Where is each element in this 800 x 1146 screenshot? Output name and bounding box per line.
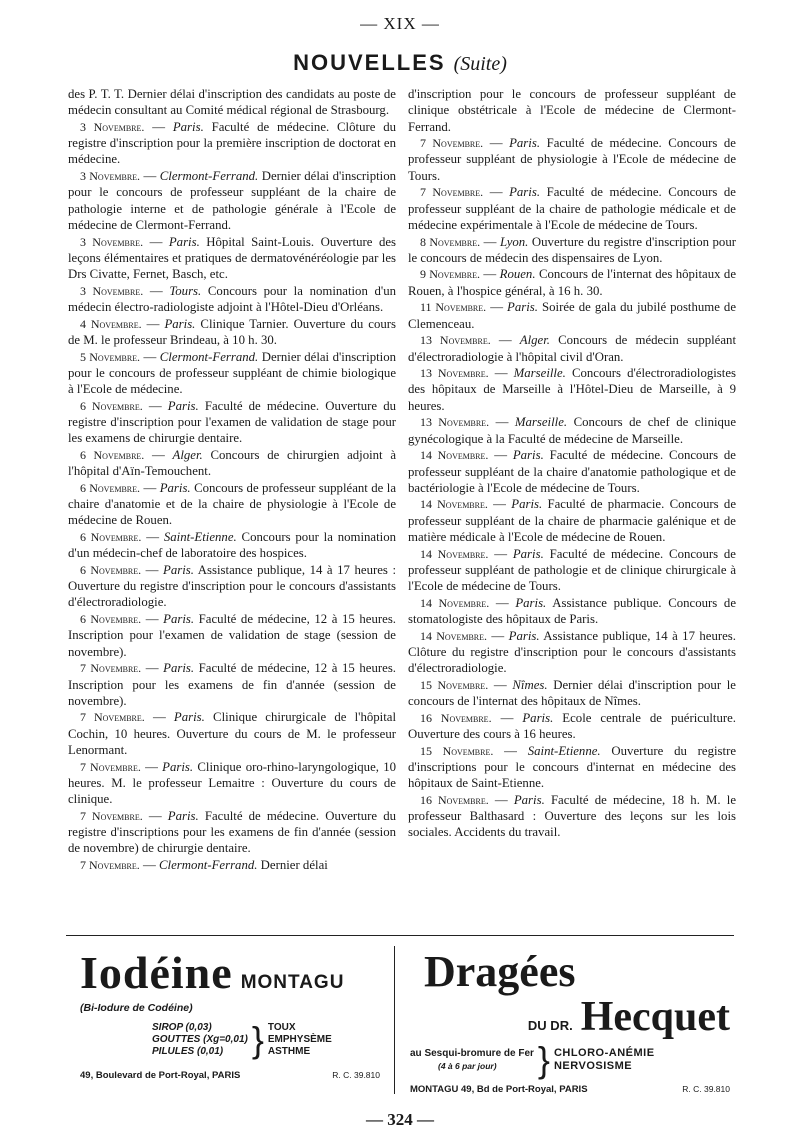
iodeine-footer [80, 1070, 380, 1081]
news-entry: 7 Novembre. — Paris. Clinique oro-rhino-laryngologique, 10 heures. M. le professeur Lemaitre : Ouverture du cours de clinique. [68, 759, 397, 807]
news-entry: 7 Novembre. — Paris. Faculté de médecine, 12 à 15 heures. Inscription pour les examens de fin d'année (session de novembre). [68, 661, 397, 708]
entry-date: 9 Novembre. [420, 267, 480, 282]
entry-place: Paris. [509, 185, 541, 200]
entry-text: Faculté de pharmacie. Concours de professeur suppléant de la chaire de pharmacie galénique et de matière médicale à l'Ecole de médecine de Rouen. [408, 497, 736, 544]
entry-place: Tours. [169, 283, 202, 298]
entry-date: 6 Novembre. [80, 612, 142, 627]
entry-place: Nîmes. [512, 677, 548, 692]
entry-text: Clinique chirurgicale de l'hôpital Cochin, 10 heures. Ouverture du cours de M. le professeur Lenormant. [68, 710, 397, 758]
entry-date: 16 Novembre. [420, 792, 489, 807]
dragees-info [410, 1039, 730, 1080]
entry-date: 6 Novembre. [80, 398, 143, 413]
entry-place: Paris. [167, 808, 199, 823]
news-entry: 5 Novembre. — Clermont-Ferrand. Dernier délai d'inscription pour le concours de professeur suppléant de chimie biologique à l'Ecole de médecine. [68, 349, 397, 397]
entry-place: Paris. [172, 119, 204, 134]
dragees-indications [554, 1047, 655, 1073]
entry-text: d'inscription pour le concours de professeur suppléant de clinique obstétricale à l'Ecole de médecine de Clermont-Ferrand. [408, 87, 736, 134]
entry-date: 15 Novembre. [420, 743, 494, 758]
entry-text: Dernier délai d'inscription pour le concours de professeur suppléant de chimie biologique à l'Ecole de médecine. [68, 349, 397, 397]
iodeine-forms [152, 1019, 380, 1060]
page-number: — 324 — [366, 1110, 434, 1129]
news-entry: 15 Novembre. — Saint-Etienne. Ouverture du registre d'inscriptions pour le concours d'internat en médecine des hôpitaux de Saint-Etienne. [408, 743, 737, 791]
dragees-dose: (4 à 6 par jour) [438, 1061, 497, 1071]
entry-text: Concours de médecin suppléant d'électroradiologie à l'hôpital civil d'Oran. [408, 333, 736, 364]
entry-date: 14 Novembre. [420, 448, 489, 463]
entry-place: Paris. [512, 546, 544, 561]
entry-text: des P. T. T. Dernier délai d'inscription des candidats au poste de médecin consultant au Comité médical régional de Strasbourg. [68, 87, 396, 118]
entry-date: 3 Novembre. [80, 119, 145, 134]
entry-place: Saint-Etienne. [163, 529, 237, 544]
entry-date: 6 Novembre. [80, 447, 145, 462]
news-entry: 14 Novembre. — Paris. Faculté de médecine. Concours de professeur suppléant de la chaire d'anatomie pathologique et de bactériologie à l'Ecole de médecine de Tours. [408, 448, 736, 495]
entry-date: 14 Novembre. [420, 546, 489, 561]
dragees-footer [410, 1084, 730, 1095]
entry-date: 5 Novembre. [80, 349, 141, 364]
brace-glyph: } [251, 1019, 264, 1060]
entry-text: Faculté de médecine. Ouverture du registre d'inscriptions pour les examens de fin d'année (session de novembre) de chirurgie dentaire. [68, 808, 397, 856]
news-entry: 3 Novembre. — Tours. Concours pour la nomination d'un médecin électro-radiologiste adjoint à l'Hôtel-Dieu d'Orléans. [68, 283, 397, 315]
entry-place: Paris. [508, 628, 540, 643]
iodeine-rc: R. C. 39.810 [332, 1070, 380, 1080]
news-entry: 11 Novembre. — Paris. Soirée de gala du jubilé posthume de Clemenceau. [408, 300, 737, 331]
entry-place: Rouen. [499, 267, 536, 282]
entry-text: Concours d'électroradiologistes des hôpitaux de Marseille à l'Hôtel-Dieu de Marseille, à 9 heures. [408, 366, 736, 413]
iodeine-form: PILULES (0,01) [152, 1046, 224, 1057]
entry-text: Faculté de médecine. Concours de professeur suppléant de la chaire d'anatomie pathologique et de bactériologie à l'Ecole de médecine de Tours. [408, 448, 736, 495]
entry-text: Concours de chirurgien adjoint à l'hôpital d'Aïn-Temouchent. [68, 447, 396, 479]
news-entry: 13 Novembre. — Alger. Concours de médecin suppléant d'électroradiologie à l'hôpital civil d'Oran. [408, 333, 736, 364]
entry-place: Paris. [513, 792, 545, 807]
entry-date: 7 Novembre. [80, 661, 142, 676]
entry-place: Clermont-Ferrand. [158, 858, 258, 872]
entry-place: Alger. [172, 447, 203, 462]
news-entry: 9 Novembre. — Rouen. Concours de l'internat des hôpitaux de Rouen, à l'hospice général, à 16 h. 30. [408, 267, 737, 298]
dragees-composition: au Sesqui-bromure de Fer [410, 1048, 534, 1059]
dragees-name: Hecquet [580, 994, 730, 1040]
news-entry: 13 Novembre. — Marseille. Concours de chef de clinique gynécologique à la Faculté de médecine de Marseille. [408, 415, 737, 446]
dragees-rc: R. C. 39.810 [682, 1084, 730, 1094]
entry-text: Faculté de médecine, 18 h. M. le professeur Balthasard : Ouverture des leçons sur les lois sociales. Accidents du travail. [408, 792, 737, 840]
ad-divider [394, 946, 395, 1094]
ad-separator-rule [66, 935, 734, 936]
entry-text: Ecole centrale de puériculture. Ouverture des cours à 16 heures. [408, 710, 736, 742]
entry-date: 6 Novembre. [80, 529, 142, 544]
iodeine-subtitle: (Bi-Iodure de Codéine) [80, 1002, 193, 1014]
entry-date: 15 Novembre. [420, 677, 489, 692]
entry-place: Paris. [507, 300, 538, 315]
iodeine-brand: Iodéine [80, 947, 233, 998]
entry-date: 3 Novembre. [80, 234, 144, 249]
entry-place: Clermont-Ferrand. [159, 169, 259, 184]
entry-date: 7 Novembre. [420, 185, 484, 200]
entry-place: Paris. [515, 595, 547, 610]
entry-text: Concours de professeur suppléant de la chaire d'anatomie et de la chaire de physiologie à l'Ecole de médecine de Rouen. [68, 480, 396, 528]
dragees-title: Dragées [424, 947, 576, 996]
dragees-du: DU DR. [527, 1018, 573, 1033]
entry-date: 11 Novembre. [420, 300, 487, 315]
news-entry [408, 86, 736, 135]
entry-text: Concours pour la nomination d'un médecin électro-radiologiste adjoint à l'Hôtel-Dieu d'Orléans. [68, 283, 397, 315]
advertisement-iodeine [80, 947, 380, 1090]
entry-place: Paris. [159, 480, 191, 495]
dragees-indication: CHLORO-ANÉMIE [553, 1047, 655, 1059]
entry-date: 8 Novembre. [420, 234, 481, 249]
entry-text: Assistance publique. Concours de stomatologiste des hôpitaux de Paris. [408, 595, 736, 627]
entry-text: Dernier délai d'inscription pour le concours de l'internat des hôpitaux de Nîmes. [408, 677, 736, 709]
entry-date: 7 Novembre. [80, 759, 141, 774]
entry-place: Paris. [511, 497, 543, 512]
entry-place: Paris. [509, 136, 541, 151]
iodeine-use: ASTHME [267, 1046, 311, 1057]
entry-text: Assistance publique, 14 à 17 heures. Clôture du registre d'inscription pour le concours d'assistants d'électroradiologie. [408, 628, 736, 676]
right-column [408, 86, 736, 841]
entry-date: 3 Novembre. [80, 169, 141, 184]
news-entry: 7 Novembre. — Paris. Faculté de médecine. Ouverture du registre d'inscriptions pour les examens de fin d'année (session de novembre) de chirurgie dentaire. [68, 808, 397, 856]
news-entry: 14 Novembre. — Paris. Assistance publique, 14 à 17 heures. Clôture du registre d'inscription pour le concours d'assistants d'électroradiologie. [408, 628, 736, 676]
news-entry: 13 Novembre. — Marseille. Concours d'électroradiologistes des hôpitaux de Marseille à l'Hôtel-Dieu de Marseille, à 9 heures. [408, 366, 736, 413]
entry-place: Saint-Etienne. [527, 743, 601, 758]
entry-text: Concours de chef de clinique gynécologique à la Faculté de médecine de Marseille. [408, 415, 737, 446]
dragees-name-row [410, 996, 730, 1038]
news-entry: 6 Novembre. — Paris. Faculté de médecine, 12 à 15 heures. Inscription pour l'examen de validation de stage (session de novembre). [68, 612, 397, 659]
iodeine-form-list [152, 1022, 248, 1058]
entry-text: Dernier délai [260, 858, 328, 872]
iodeine-form: GOUTTES (Xg=0,01) [152, 1034, 248, 1045]
iodeine-use: EMPHYSÈME [267, 1034, 332, 1045]
entry-date: 6 Novembre. [80, 480, 141, 495]
entry-text: Faculté de médecine. Ouverture du registre d'inscription pour l'examen de validation de stage pour les examens de chirurgie dentaire. [68, 398, 397, 446]
entry-text: Clinique Tarnier. Ouverture du cours de M. le professeur Brindeau, à 10 h. 30. [68, 316, 396, 347]
news-entry: 3 Novembre. — Paris. Hôpital Saint-Louis. Ouverture des leçons élémentaires et pratiques de dermatovénéréologie par les Drs Civatte, Fernet, Basch, etc. [68, 234, 396, 282]
entry-place: Paris. [163, 661, 195, 676]
entry-place: Lyon. [499, 234, 529, 249]
entry-date: 16 Novembre. [420, 710, 492, 725]
iodeine-maker: MONTAGU [240, 972, 345, 993]
entry-place: Paris. [163, 612, 195, 627]
entry-place: Paris. [163, 562, 194, 577]
entry-text: Faculté de médecine. Concours de professeur suppléant de la chaire de pathologie médicale et de médecine expérimentale à l'Ecole de médecine de Tours. [408, 185, 736, 232]
entry-date: 13 Novembre. [420, 333, 491, 348]
entry-text: Hôpital Saint-Louis. Ouverture des leçons élémentaires et pratiques de dermatovénéréologie par les Drs Civatte, Fernet, Basch, etc. [68, 234, 396, 282]
entry-place: Marseille. [514, 415, 568, 430]
dragees-indication: NERVOSISME [553, 1060, 633, 1072]
news-entry: 8 Novembre. — Lyon. Ouverture du registre d'inscription pour le concours de médecin des dispensaires de Lyon. [408, 234, 736, 265]
news-entry: 7 Novembre. — Paris. Clinique chirurgicale de l'hôpital Cochin, 10 heures. Ouverture du cours de M. le professeur Lenormant. [68, 710, 397, 758]
news-entry: 14 Novembre. — Paris. Faculté de médecine. Concours de professeur suppléant de pathologie et de clinique chirurgicale à l'Ecole de médecine de Tours. [408, 546, 736, 594]
news-entry: 7 Novembre. — Paris. Faculté de médecine. Concours de professeur suppléant de la chaire de pathologie médicale et de médecine expérimentale à l'Ecole de médecine de Tours. [408, 185, 736, 232]
page-folio: — XIX — [360, 14, 440, 33]
entry-date: 6 Novembre. [80, 562, 142, 577]
dragees-composition-block [410, 1048, 534, 1072]
news-entry: 7 Novembre. — Paris. Faculté de médecine. Concours de professeur suppléant de physiologie à l'Ecole de médecine de Tours. [408, 136, 736, 183]
entry-text: Faculté de médecine, 12 à 15 heures. Inscription pour l'examen de validation de stage (session de novembre). [68, 612, 397, 659]
advertisement-dragees [410, 947, 730, 1095]
entry-date: 7 Novembre. [80, 858, 140, 872]
section-title-suffix: (Suite) [453, 53, 507, 75]
entry-place: Paris. [168, 234, 200, 249]
entry-text: Clinique oro-rhino-laryngologique, 10 heures. M. le professeur Lemaitre : Ouverture du cours de clinique. [68, 759, 397, 807]
news-entry: 14 Novembre. — Paris. Assistance publique. Concours de stomatologiste des hôpitaux de Paris. [408, 595, 736, 627]
entry-text: Soirée de gala du jubilé posthume de Clemenceau. [408, 300, 737, 331]
entry-text: Concours de l'internat des hôpitaux de Rouen, à l'hospice général, à 16 h. 30. [408, 267, 737, 298]
entry-text: Ouverture du registre d'inscriptions pour le concours d'internat en médecine des hôpitaux de Saint-Etienne. [408, 743, 737, 791]
entry-place: Paris. [164, 316, 196, 331]
entry-text: Concours pour la nomination d'un médecin-chef de laboratoire des hospices. [68, 529, 397, 561]
entry-place: Paris. [167, 398, 199, 413]
entry-date: 7 Novembre. [80, 710, 145, 725]
iodeine-form: SIROP (0,03) [152, 1022, 212, 1033]
entry-text: Faculté de médecine. Clôture du registre d'inscription pour la première inscription de doctorat en médecine. [68, 119, 397, 167]
left-column [68, 86, 396, 874]
iodeine-uses [268, 1022, 332, 1058]
entry-place: Clermont-Ferrand. [159, 349, 259, 364]
news-entry: 6 Novembre. — Paris. Faculté de médecine. Ouverture du registre d'inscription pour l'examen de validation de stage pour les examens de chirurgie dentaire. [68, 398, 397, 446]
entry-date: 14 Novembre. [420, 628, 487, 643]
news-entry: 6 Novembre. — Paris. Concours de professeur suppléant de la chaire d'anatomie et de la chaire de physiologie à l'Ecole de médecine de Rouen. [68, 480, 396, 528]
entry-place: Paris. [512, 448, 544, 463]
entry-text: Faculté de médecine, 12 à 15 heures. Inscription pour les examens de fin d'année (session de novembre). [68, 661, 397, 708]
entry-place: Paris. [173, 710, 205, 725]
entry-place: Paris. [522, 710, 554, 725]
news-entry: 15 Novembre. — Nîmes. Dernier délai d'inscription pour le concours de l'internat des hôpitaux de Nîmes. [408, 677, 736, 709]
news-entry: 3 Novembre. — Paris. Faculté de médecine. Clôture du registre d'inscription pour la première inscription de doctorat en médecine. [68, 119, 397, 167]
entry-date: 7 Novembre. [80, 808, 143, 823]
news-entry: 4 Novembre. — Paris. Clinique Tarnier. Ouverture du cours de M. le professeur Brindeau, à 10 h. 30. [68, 316, 396, 347]
entry-place: Paris. [162, 759, 194, 774]
iodeine-use: TOUX [267, 1022, 296, 1033]
news-entry: 6 Novembre. — Alger. Concours de chirurgien adjoint à l'hôpital d'Aïn-Temouchent. [68, 447, 396, 479]
entry-date: 3 Novembre. [80, 283, 144, 298]
page-heading [0, 50, 800, 76]
entry-place: Marseille. [513, 366, 566, 381]
entry-date: 13 Novembre. [420, 366, 489, 381]
dragees-address: MONTAGU 49, Bd de Port-Royal, PARIS [410, 1084, 588, 1095]
entry-text: Faculté de médecine. Concours de professeur suppléant de physiologie à l'Ecole de médecine de Tours. [408, 136, 736, 183]
entry-date: 14 Novembre. [420, 497, 488, 512]
section-title: NOUVELLES [293, 50, 446, 75]
news-entry: 6 Novembre. — Paris. Assistance publique, 14 à 17 heures : Ouverture du registre d'inscription pour le concours d'assistants d'électroradiologie. [68, 562, 396, 610]
entry-text: Faculté de médecine. Concours de professeur suppléant de pathologie et de clinique chirurgicale à l'Ecole de médecine de Tours. [408, 546, 736, 594]
news-entry [68, 86, 396, 119]
entry-date: 4 Novembre. [80, 316, 142, 331]
entry-date: 7 Novembre. [420, 136, 484, 151]
entry-text: Assistance publique, 14 à 17 heures : Ouverture du registre d'inscription pour le concours d'assistants d'électroradiologie. [68, 562, 396, 610]
iodeine-address: 49, Boulevard de Port-Royal, PARIS [80, 1070, 241, 1081]
news-entry: 6 Novembre. — Saint-Etienne. Concours pour la nomination d'un médecin-chef de laboratoire des hospices. [68, 529, 397, 561]
entry-text: Ouverture du registre d'inscription pour le concours de médecin des dispensaires de Lyon. [408, 234, 736, 265]
entry-place: Alger. [519, 333, 550, 348]
entry-date: 14 Novembre. [420, 595, 490, 610]
news-entry: 16 Novembre. — Paris. Ecole centrale de puériculture. Ouverture des cours à 16 heures. [408, 710, 736, 742]
entry-date: 13 Novembre. [420, 415, 490, 430]
news-entry: 7 Novembre. — Clermont-Ferrand. Dernier délai [80, 858, 328, 872]
news-entry: 16 Novembre. — Paris. Faculté de médecine, 18 h. M. le professeur Balthasard : Ouverture des leçons sur les lois sociales. Accidents du travail. [408, 792, 737, 840]
news-entry: 3 Novembre. — Clermont-Ferrand. Dernier délai d'inscription pour le concours de professeur suppléant de la chaire de pathologie interne et de pathologie générale à l'Ecole de médecine de Clermont-Ferrand. [68, 169, 397, 232]
brace-glyph: } [537, 1039, 550, 1080]
news-entry: 14 Novembre. — Paris. Faculté de pharmacie. Concours de professeur suppléant de la chaire de pharmacie galénique et de matière médicale à l'Ecole de médecine de Rouen. [408, 497, 736, 544]
entry-text: Dernier délai d'inscription pour le concours de professeur suppléant de la chaire de pathologie interne et de pathologie générale à l'Ecole de médecine de Clermont-Ferrand. [68, 169, 397, 232]
